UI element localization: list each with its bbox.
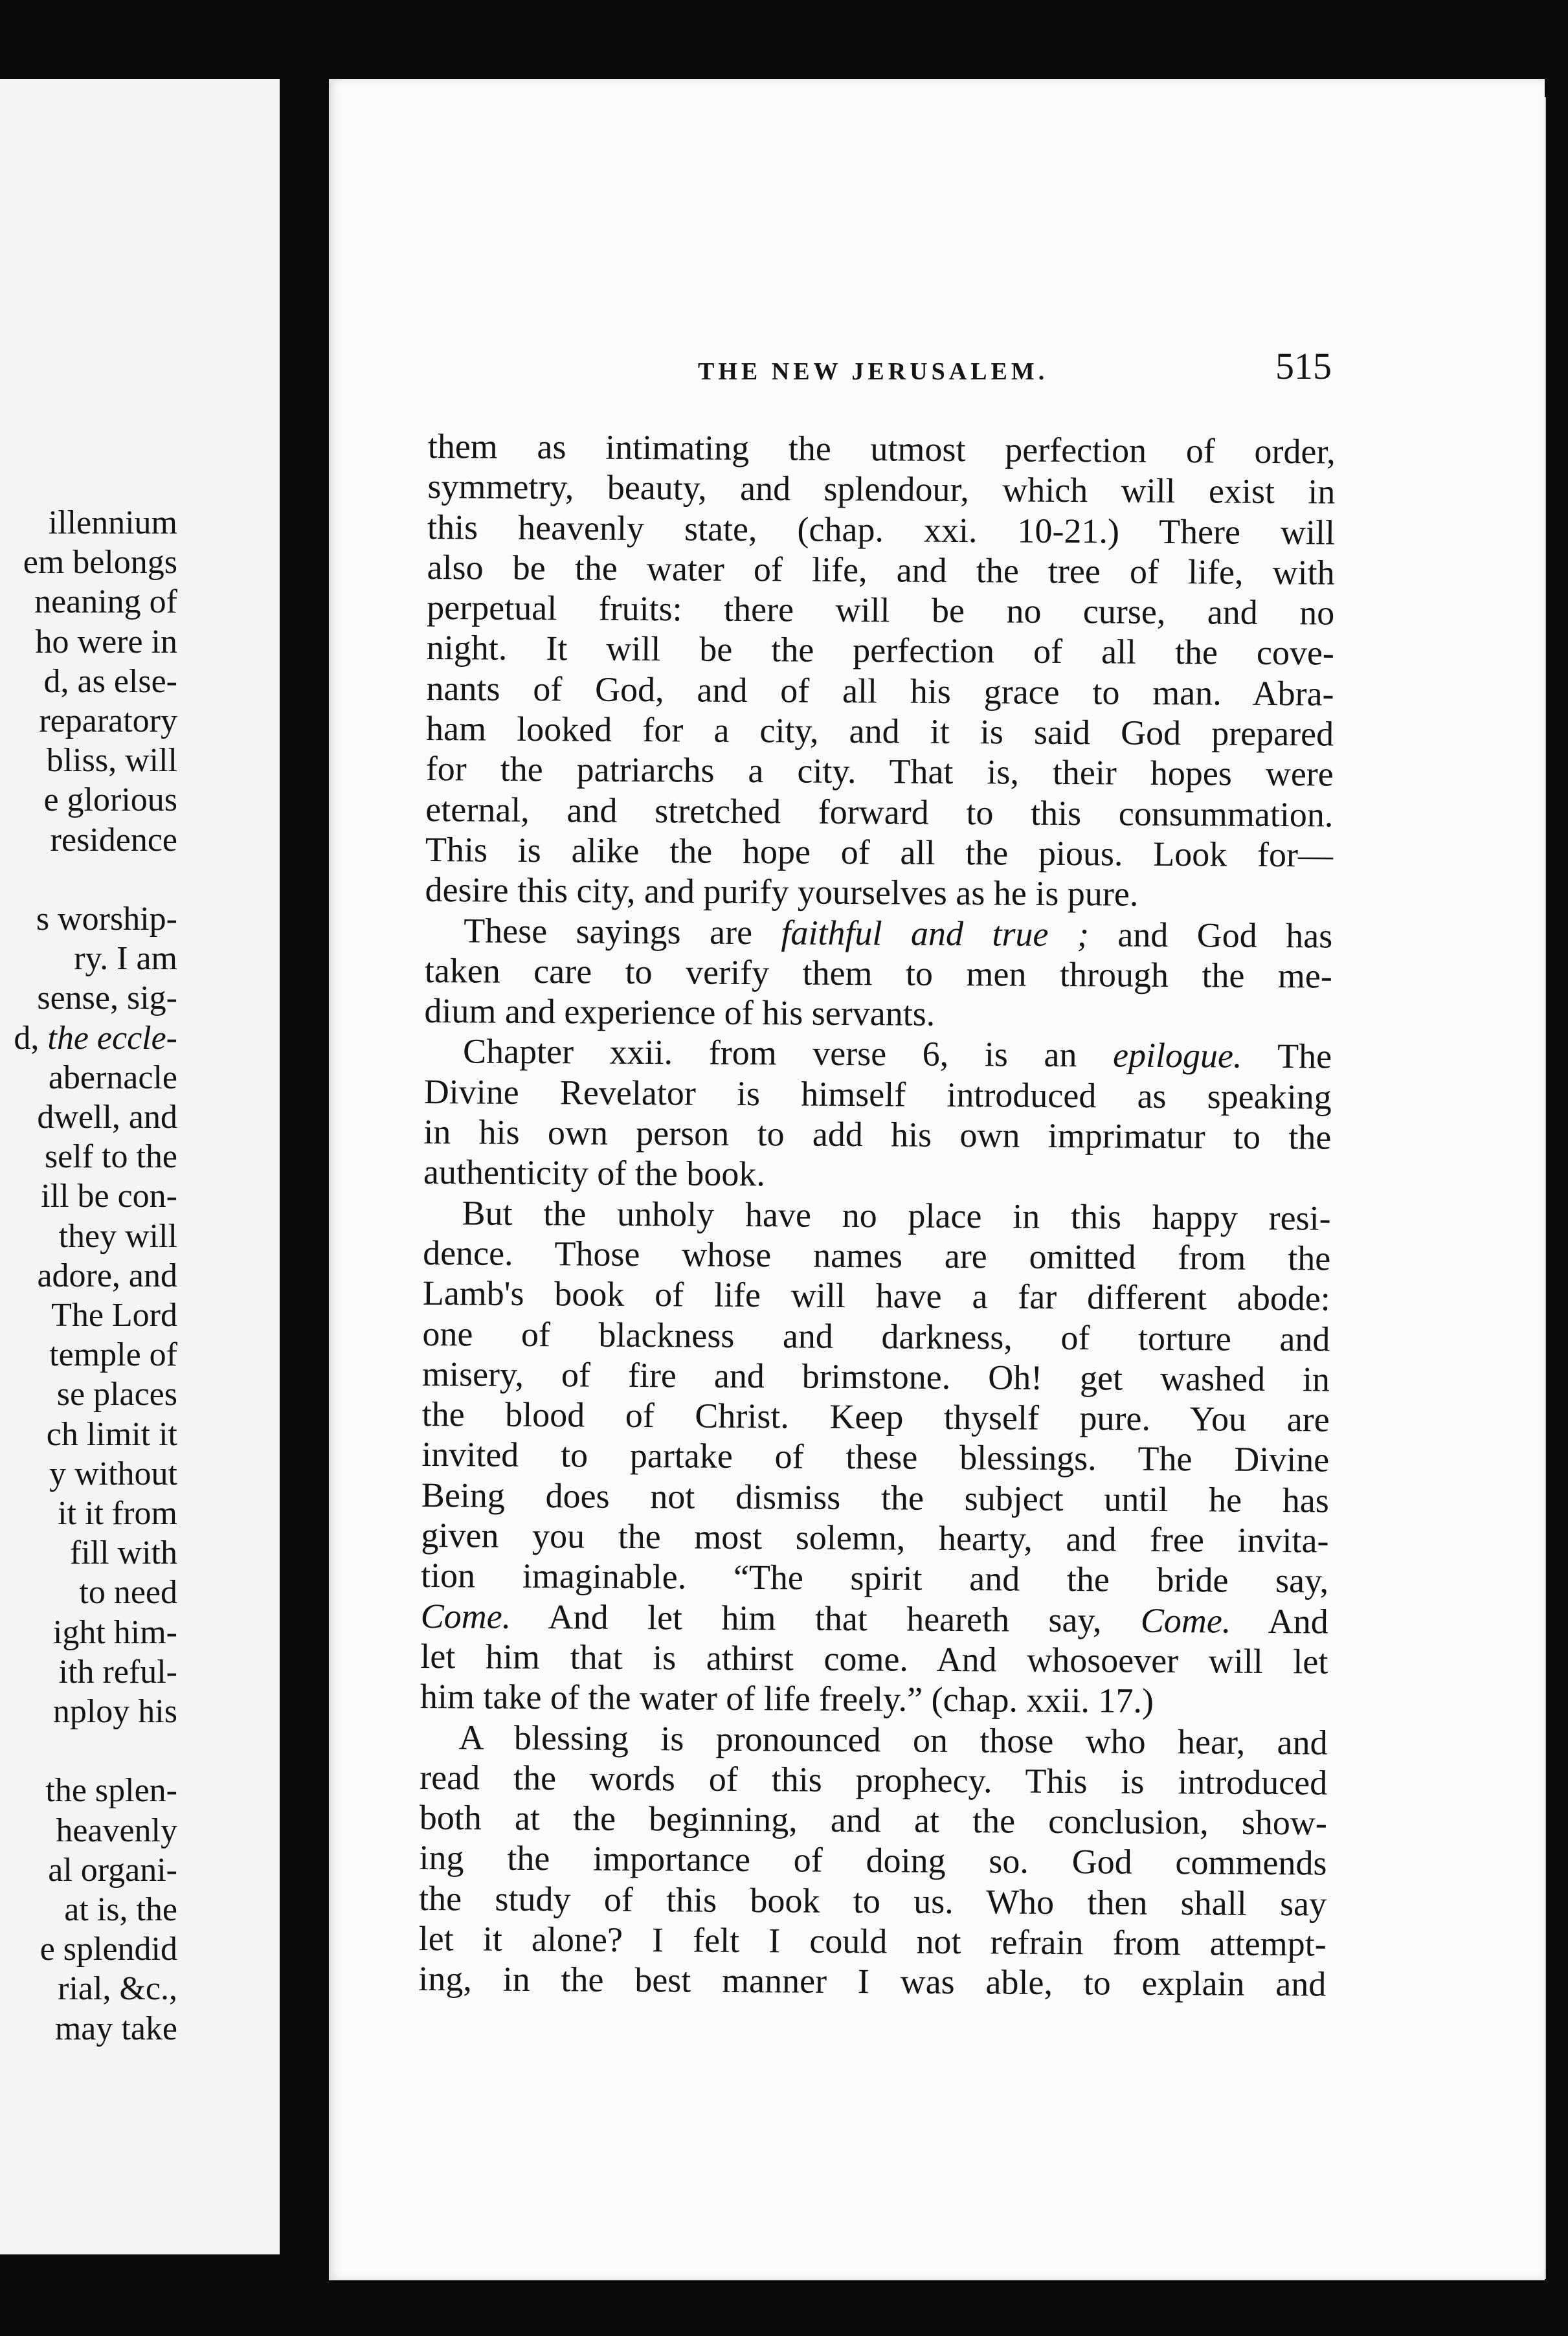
left-text-line: dwell, and [37, 1099, 177, 1136]
left-text-line: ch limit it [46, 1415, 177, 1453]
text-line: eternal, and stretched forward to this consummation. [425, 789, 1334, 835]
text-line: Come. And let him that heareth say, Come. And [420, 1596, 1328, 1641]
text-line: in his own person to add his own imprimatur to the [423, 1112, 1332, 1157]
left-text-line: sense, sig- [37, 980, 177, 1017]
left-text-line: ry. I am [74, 940, 177, 978]
left-text-line: temple of [49, 1336, 177, 1374]
left-text-line: neaning of [34, 583, 177, 621]
text-line: Being does not dismiss the subject until he has [421, 1475, 1330, 1520]
text-line: A blessing is pronounced on those who hear, and [458, 1717, 1328, 1762]
text-line: let it alone? I felt I could not refrain from attempt- [418, 1918, 1327, 1964]
text-line: given you the most solemn, hearty, and free invita- [421, 1515, 1329, 1560]
text-line: both at the beginning, and at the conclusion, show- [419, 1798, 1328, 1843]
text-line: authenticity of the book. [423, 1152, 766, 1194]
left-text-line: it it from [58, 1495, 177, 1533]
left-text-line: they will [58, 1217, 177, 1255]
text-line: dence. Those whose names are omitted from the [423, 1233, 1331, 1278]
page-number: 515 [1275, 345, 1332, 387]
running-head: THE NEW JERUSALEM. [698, 358, 1049, 385]
left-text-line: al organi- [48, 1851, 177, 1889]
text-line: Divine Revelator is himself introduced as speaking [423, 1072, 1332, 1117]
left-text-line: may take [54, 2010, 177, 2047]
text-line: him take of the water of life freely.” (chap. xxii. 17.) [420, 1677, 1154, 1721]
text-line: But the unholy have no place in this happy resi- [462, 1193, 1331, 1238]
left-text-line: em belongs [23, 544, 177, 581]
left-text-line: d, the eccle- [14, 1019, 177, 1057]
text-line: read the words of this prophecy. This is introduced [420, 1757, 1328, 1803]
body-text [418, 426, 1336, 2005]
left-text-line: reparatory [39, 702, 177, 740]
text-line: perpetual fruits: there will be no curse, and no [427, 588, 1335, 633]
text-line: one of blackness and darkness, of torture and [422, 1314, 1330, 1359]
left-text-line [14, 860, 177, 899]
left-text-line: abernacle [48, 1059, 177, 1096]
left-text-line: s worship- [36, 901, 177, 938]
left-text-line: the splen- [45, 1772, 177, 1810]
left-text-line: heavenly [56, 1812, 177, 1849]
book-gutter [280, 0, 329, 2336]
left-text-line: at is, the [64, 1891, 177, 1929]
text-line: Chapter xxii. from verse 6, is an epilogue. The [462, 1031, 1332, 1076]
left-text-line: ill be con- [41, 1178, 177, 1215]
text-line: dium and experience of his servants. [424, 991, 935, 1033]
left-text-line: bliss, will [46, 742, 177, 780]
text-line: desire this city, and purify yourselves as he is pure. [425, 870, 1139, 914]
text-line: them as intimating the utmost perfection of order, [427, 427, 1336, 471]
text-line: the study of this book to us. Who then shall say [418, 1878, 1327, 1924]
left-text-line: y without [49, 1455, 177, 1492]
text-line: This is alike the hope of all the pious. Look for— [425, 829, 1334, 875]
text-line: misery, of fire and brimstone. Oh! get washed in [421, 1354, 1330, 1399]
left-text-line: rial, &c., [58, 1970, 177, 2008]
text-line: this heavenly state, (chap. xxi. 10-21.) There will [427, 507, 1336, 552]
text-line: ing, in the best manner I was able, to explain and [418, 1959, 1327, 2004]
text-line: tion imaginable. “The spirit and the bride say, [420, 1556, 1329, 1600]
left-text-line: e splendid [39, 1931, 177, 1968]
left-text-line: ight him- [52, 1613, 177, 1651]
left-text-line: ho were in [35, 623, 177, 660]
text-line: night. It will be the perfection of all the cove- [426, 628, 1335, 673]
text-line: for the patriarchs a city. That is, their hopes were [425, 749, 1334, 794]
text-line: also be the water of life, and the tree of life, with [427, 547, 1335, 592]
text-line: nants of God, and of all his grace to man. Abra- [426, 668, 1334, 713]
left-page-text [14, 503, 177, 2049]
text-line: invited to partake of these blessings. The Divine [421, 1435, 1330, 1479]
left-text-line: d, as else- [43, 662, 177, 700]
left-text-line: fill with [69, 1534, 177, 1572]
left-text-line [14, 1731, 177, 1771]
left-text-line: self to the [44, 1138, 177, 1176]
left-page [0, 79, 281, 2254]
left-text-line: The Lord [51, 1297, 177, 1334]
text-line: ing the importance of doing so. God commends [419, 1838, 1327, 1883]
text-line: symmetry, beauty, and splendour, which will exist in [427, 467, 1336, 511]
text-line: Lamb's book of life will have a far different abode: [422, 1274, 1330, 1318]
text-line: ham looked for a city, and it is said God prepared [425, 709, 1334, 754]
left-text-line: residence [50, 821, 177, 859]
text-line: let him that is athirst come. And whosoever will let [420, 1636, 1328, 1681]
left-text-line: nploy his [52, 1693, 177, 1731]
left-text-line: to need [79, 1574, 177, 1612]
right-page [329, 79, 1545, 2280]
text-line: These sayings are faithful and true ; and God has [464, 910, 1333, 956]
left-text-line: illennium [48, 504, 177, 541]
left-text-line: adore, and [37, 1257, 177, 1294]
text-line: the blood of Christ. Keep thyself pure. You are [421, 1395, 1330, 1439]
left-text-line: e glorious [43, 781, 177, 819]
left-text-line: ith reful- [58, 1653, 177, 1690]
text-line: taken care to verify them to men through the me- [424, 950, 1333, 996]
left-text-line: se places [56, 1376, 177, 1413]
